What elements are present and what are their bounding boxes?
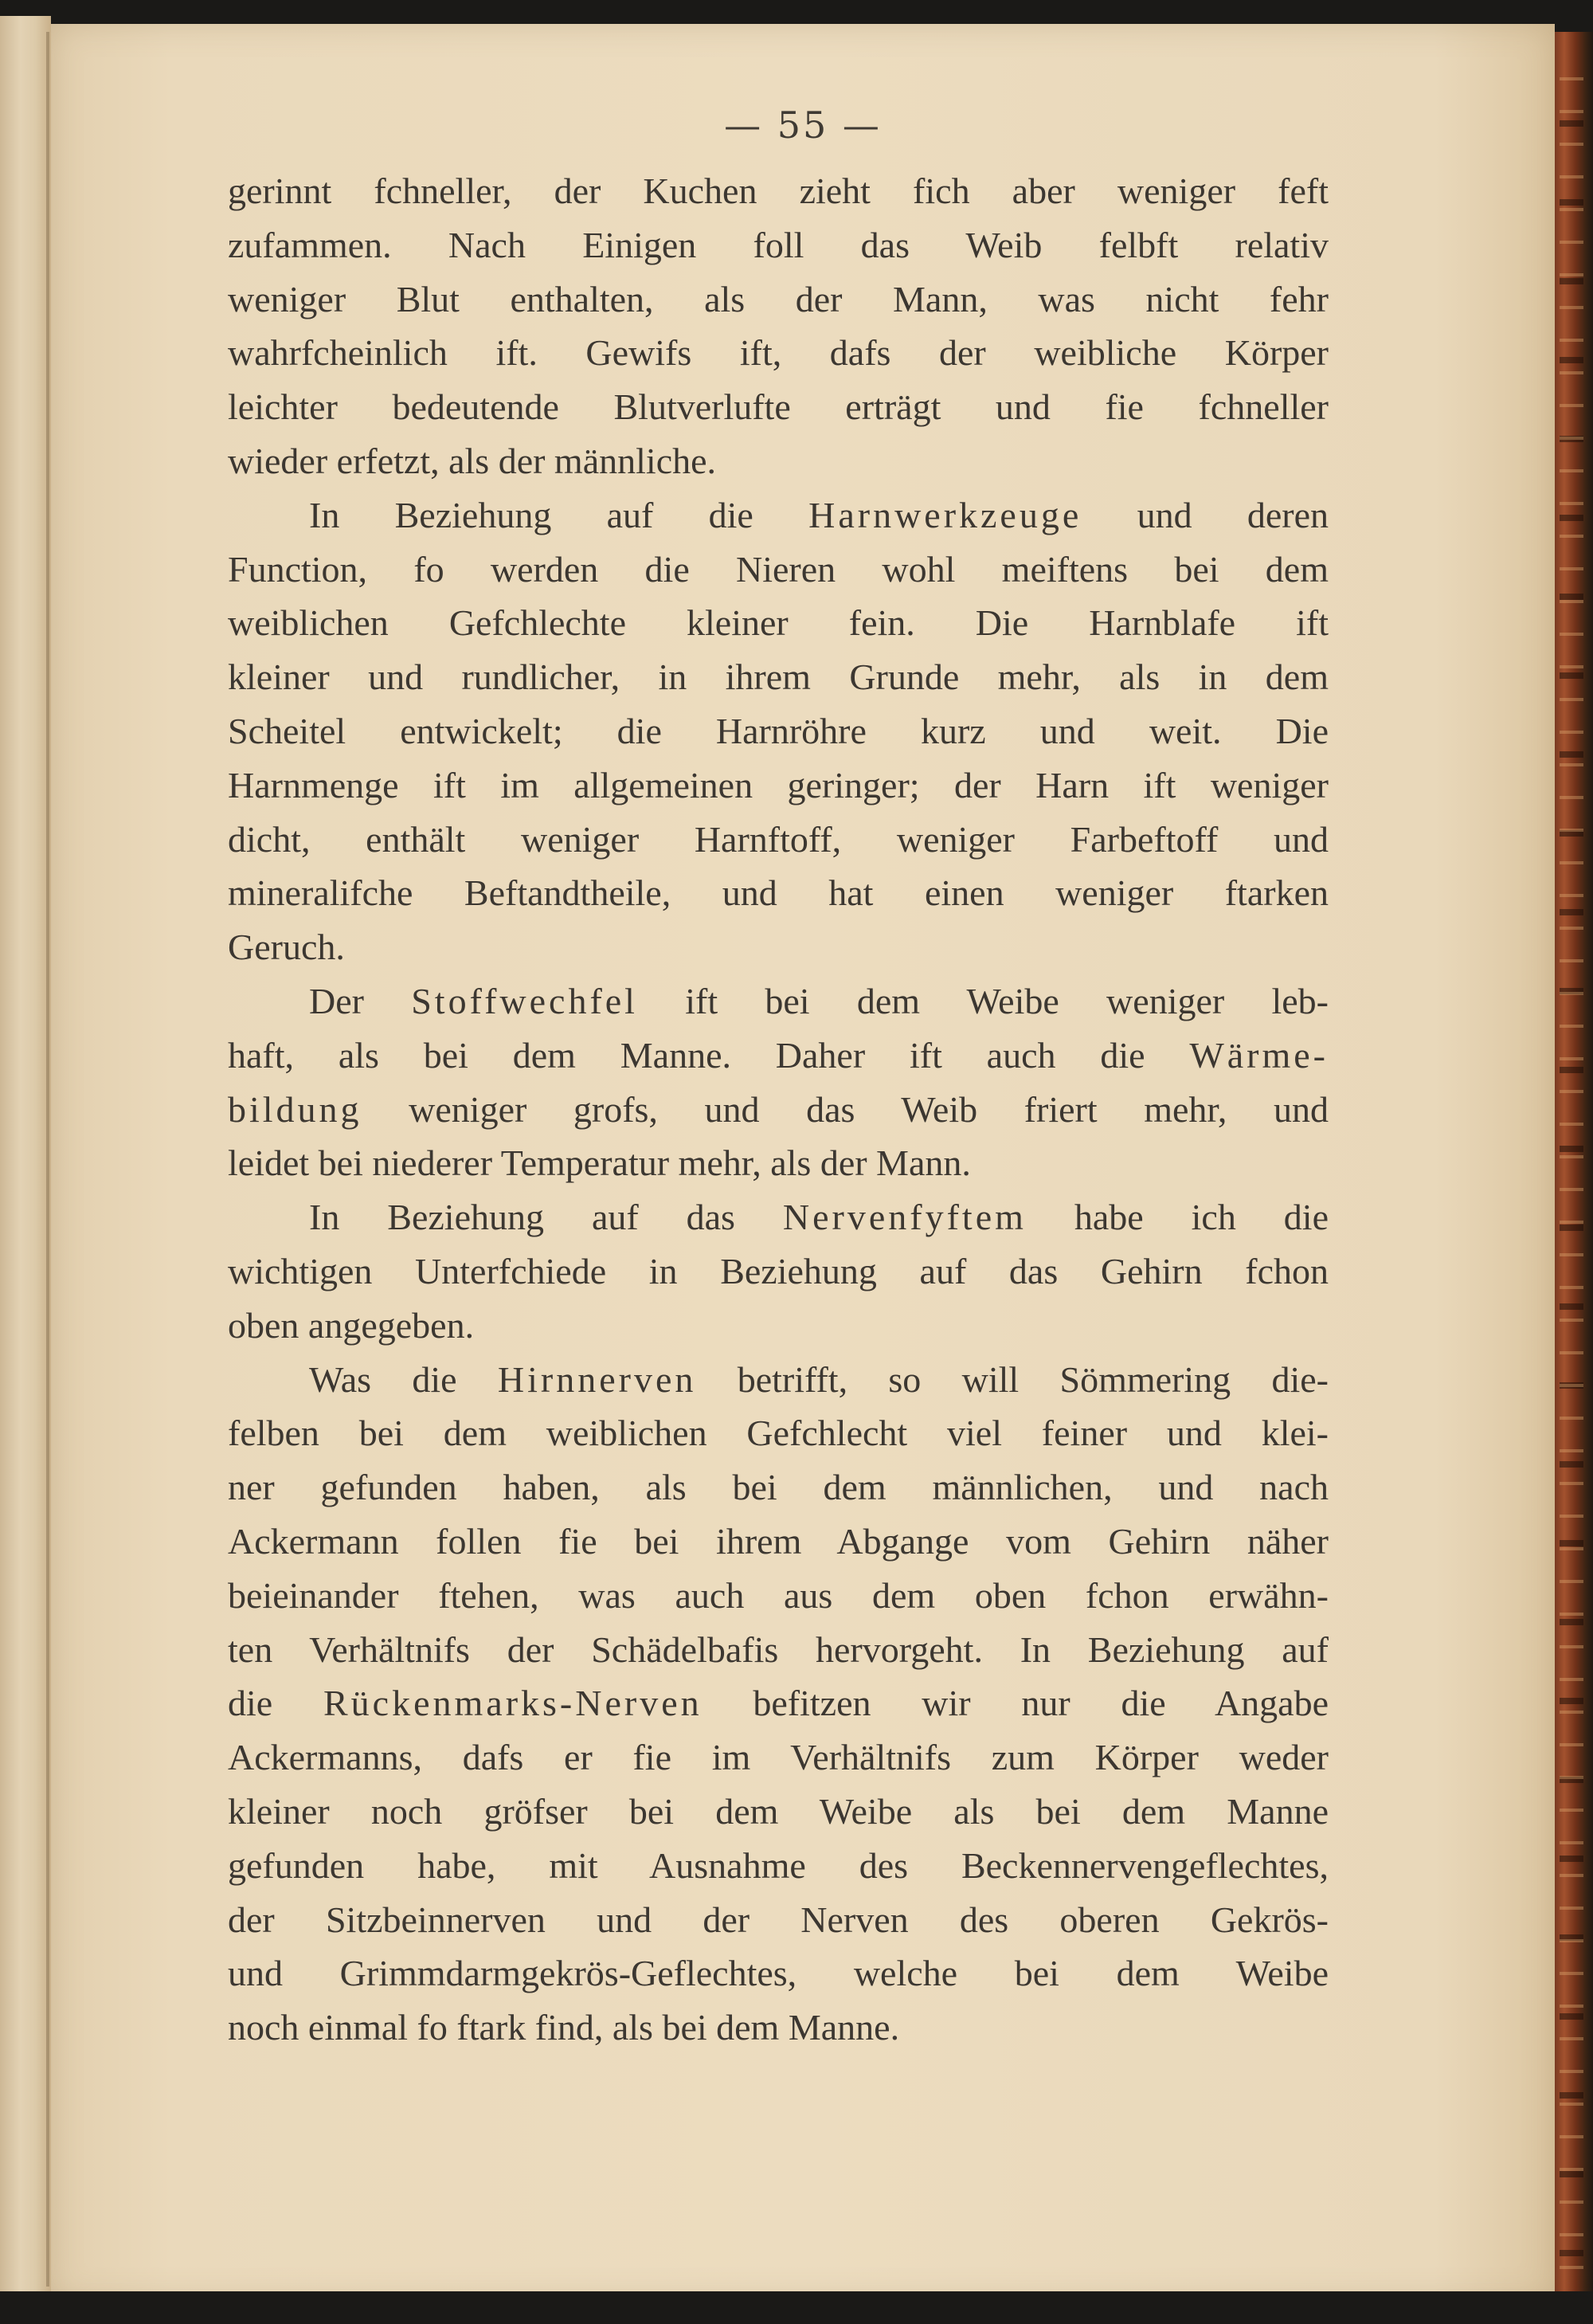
text-line: beieinander ftehen, was auch aus dem oben fchon erwähn- bbox=[228, 1574, 1329, 1616]
spaced-term: Stoffwechfel bbox=[411, 980, 638, 1021]
spaced-term: bildung bbox=[228, 1088, 362, 1130]
page-number: — 55 — bbox=[724, 104, 882, 147]
text-line: wieder erfetzt, als der männliche. bbox=[228, 440, 717, 481]
text-line: ten Verhältnifs der Schädelbafis hervorgeht. In Beziehung auf bbox=[228, 1628, 1329, 1670]
scan-background-bottom bbox=[0, 2291, 1593, 2324]
text-line: wichtigen Unterfchiede in Beziehung auf das Gehirn fchon bbox=[228, 1250, 1329, 1291]
text-segment: weniger grofs, und das Weib friert mehr, und bbox=[362, 1088, 1329, 1130]
text-line: gerinnt fchneller, der Kuchen zieht fich aber weniger feft bbox=[228, 170, 1329, 211]
text-line: Function, fo werden die Nieren wohl meiftens bei dem bbox=[228, 548, 1329, 590]
text-line: Harnmenge ift im allgemeinen geringer; der Harn ift weniger bbox=[228, 764, 1329, 805]
text-line: gefunden habe, mit Ausnahme des Beckennervengeflechtes, bbox=[228, 1844, 1329, 1886]
text-segment: ift bei dem Weibe weniger leb- bbox=[637, 980, 1329, 1021]
text-line: Ackermann follen fie bei ihrem Abgange vom Gehirn näher bbox=[228, 1520, 1329, 1562]
text-line: leidet bei niederer Temperatur mehr, als der Mann. bbox=[228, 1142, 971, 1184]
text-line: dicht, enthält weniger Harnftoff, weniger Farbeftoff und bbox=[228, 818, 1329, 860]
text-line: Ackermanns, dafs er fie im Verhältnifs zum Körper weder bbox=[228, 1737, 1329, 1778]
text-line: Scheitel entwickelt; die Harnröhre kurz und weit. Die bbox=[228, 710, 1329, 751]
text-line bbox=[228, 974, 1329, 1029]
spaced-term: Harnwerkzeuge bbox=[808, 494, 1082, 535]
text-line: der Sitzbeinnerven und der Nerven des oberen Gekrös- bbox=[228, 1899, 1329, 1940]
text-segment: Der bbox=[309, 980, 412, 1021]
cover-marbling bbox=[1560, 48, 1583, 2279]
text-line: kleiner und rundlicher, in ihrem Grunde mehr, als in dem bbox=[228, 656, 1329, 698]
spaced-term: Wärme- bbox=[1189, 1034, 1329, 1076]
text-line: noch einmal fo ftark find, als bei dem Manne. bbox=[228, 2007, 900, 2048]
text-line: wahrfcheinlich ift. Gewifs ift, dafs der weibliche Körper bbox=[228, 332, 1329, 374]
text-line: und Grimmdarmgekrös-Geflechtes, welche bei dem Weibe bbox=[228, 1953, 1329, 1994]
spaced-term: Rückenmarks-Nerven bbox=[323, 1683, 703, 1724]
text-line: weiblichen Gefchlechte kleiner fein. Die Harnblafe ift bbox=[228, 602, 1329, 644]
text-segment: haft, als bei dem Manne. Daher ift auch die bbox=[228, 1034, 1190, 1076]
text-segment: In Beziehung auf die bbox=[309, 494, 809, 535]
book-gutter bbox=[0, 16, 51, 2302]
text-line: mineralifche Beftandtheile, und hat einen weniger ftarken bbox=[228, 872, 1329, 914]
text-segment: die bbox=[228, 1683, 323, 1724]
text-line bbox=[228, 488, 1329, 543]
text-line: ner gefunden haben, als bei dem männlichen, und nach bbox=[228, 1467, 1329, 1508]
text-line bbox=[228, 1083, 1329, 1137]
text-segment: Was die bbox=[309, 1358, 498, 1400]
text-line: weniger Blut enthalten, als der Mann, was nicht fehr bbox=[228, 278, 1329, 319]
text-line bbox=[228, 1029, 1329, 1083]
binding-fold bbox=[46, 32, 49, 2287]
text-line: Geruch. bbox=[228, 927, 345, 968]
text-segment: betrifft, so will Sömmering die- bbox=[696, 1358, 1329, 1400]
text-line bbox=[228, 1353, 1329, 1407]
text-line: kleiner noch gröfser bei dem Weibe als bei dem Manne bbox=[228, 1790, 1329, 1832]
text-line: oben angegeben. bbox=[228, 1304, 475, 1346]
text-segment: habe ich die bbox=[1026, 1197, 1329, 1238]
spaced-term: Nervenfyftem bbox=[782, 1197, 1027, 1238]
text-line: felben bei dem weiblichen Gefchlecht viel feiner und klei- bbox=[228, 1413, 1329, 1454]
text-segment: befitzen wir nur die Angabe bbox=[702, 1683, 1329, 1724]
body-text bbox=[228, 164, 1329, 2055]
spaced-term: Hirnnerven bbox=[497, 1358, 697, 1400]
text-line bbox=[228, 1676, 1329, 1730]
text-segment: In Beziehung auf das bbox=[309, 1197, 783, 1238]
text-segment: und deren bbox=[1082, 494, 1329, 535]
text-line: leichter bedeutende Blutverlufte erträgt und fie fchneller bbox=[228, 386, 1329, 428]
text-line: zufammen. Nach Einigen foll das Weib felbft relativ bbox=[228, 224, 1329, 265]
text-line bbox=[228, 1190, 1329, 1244]
